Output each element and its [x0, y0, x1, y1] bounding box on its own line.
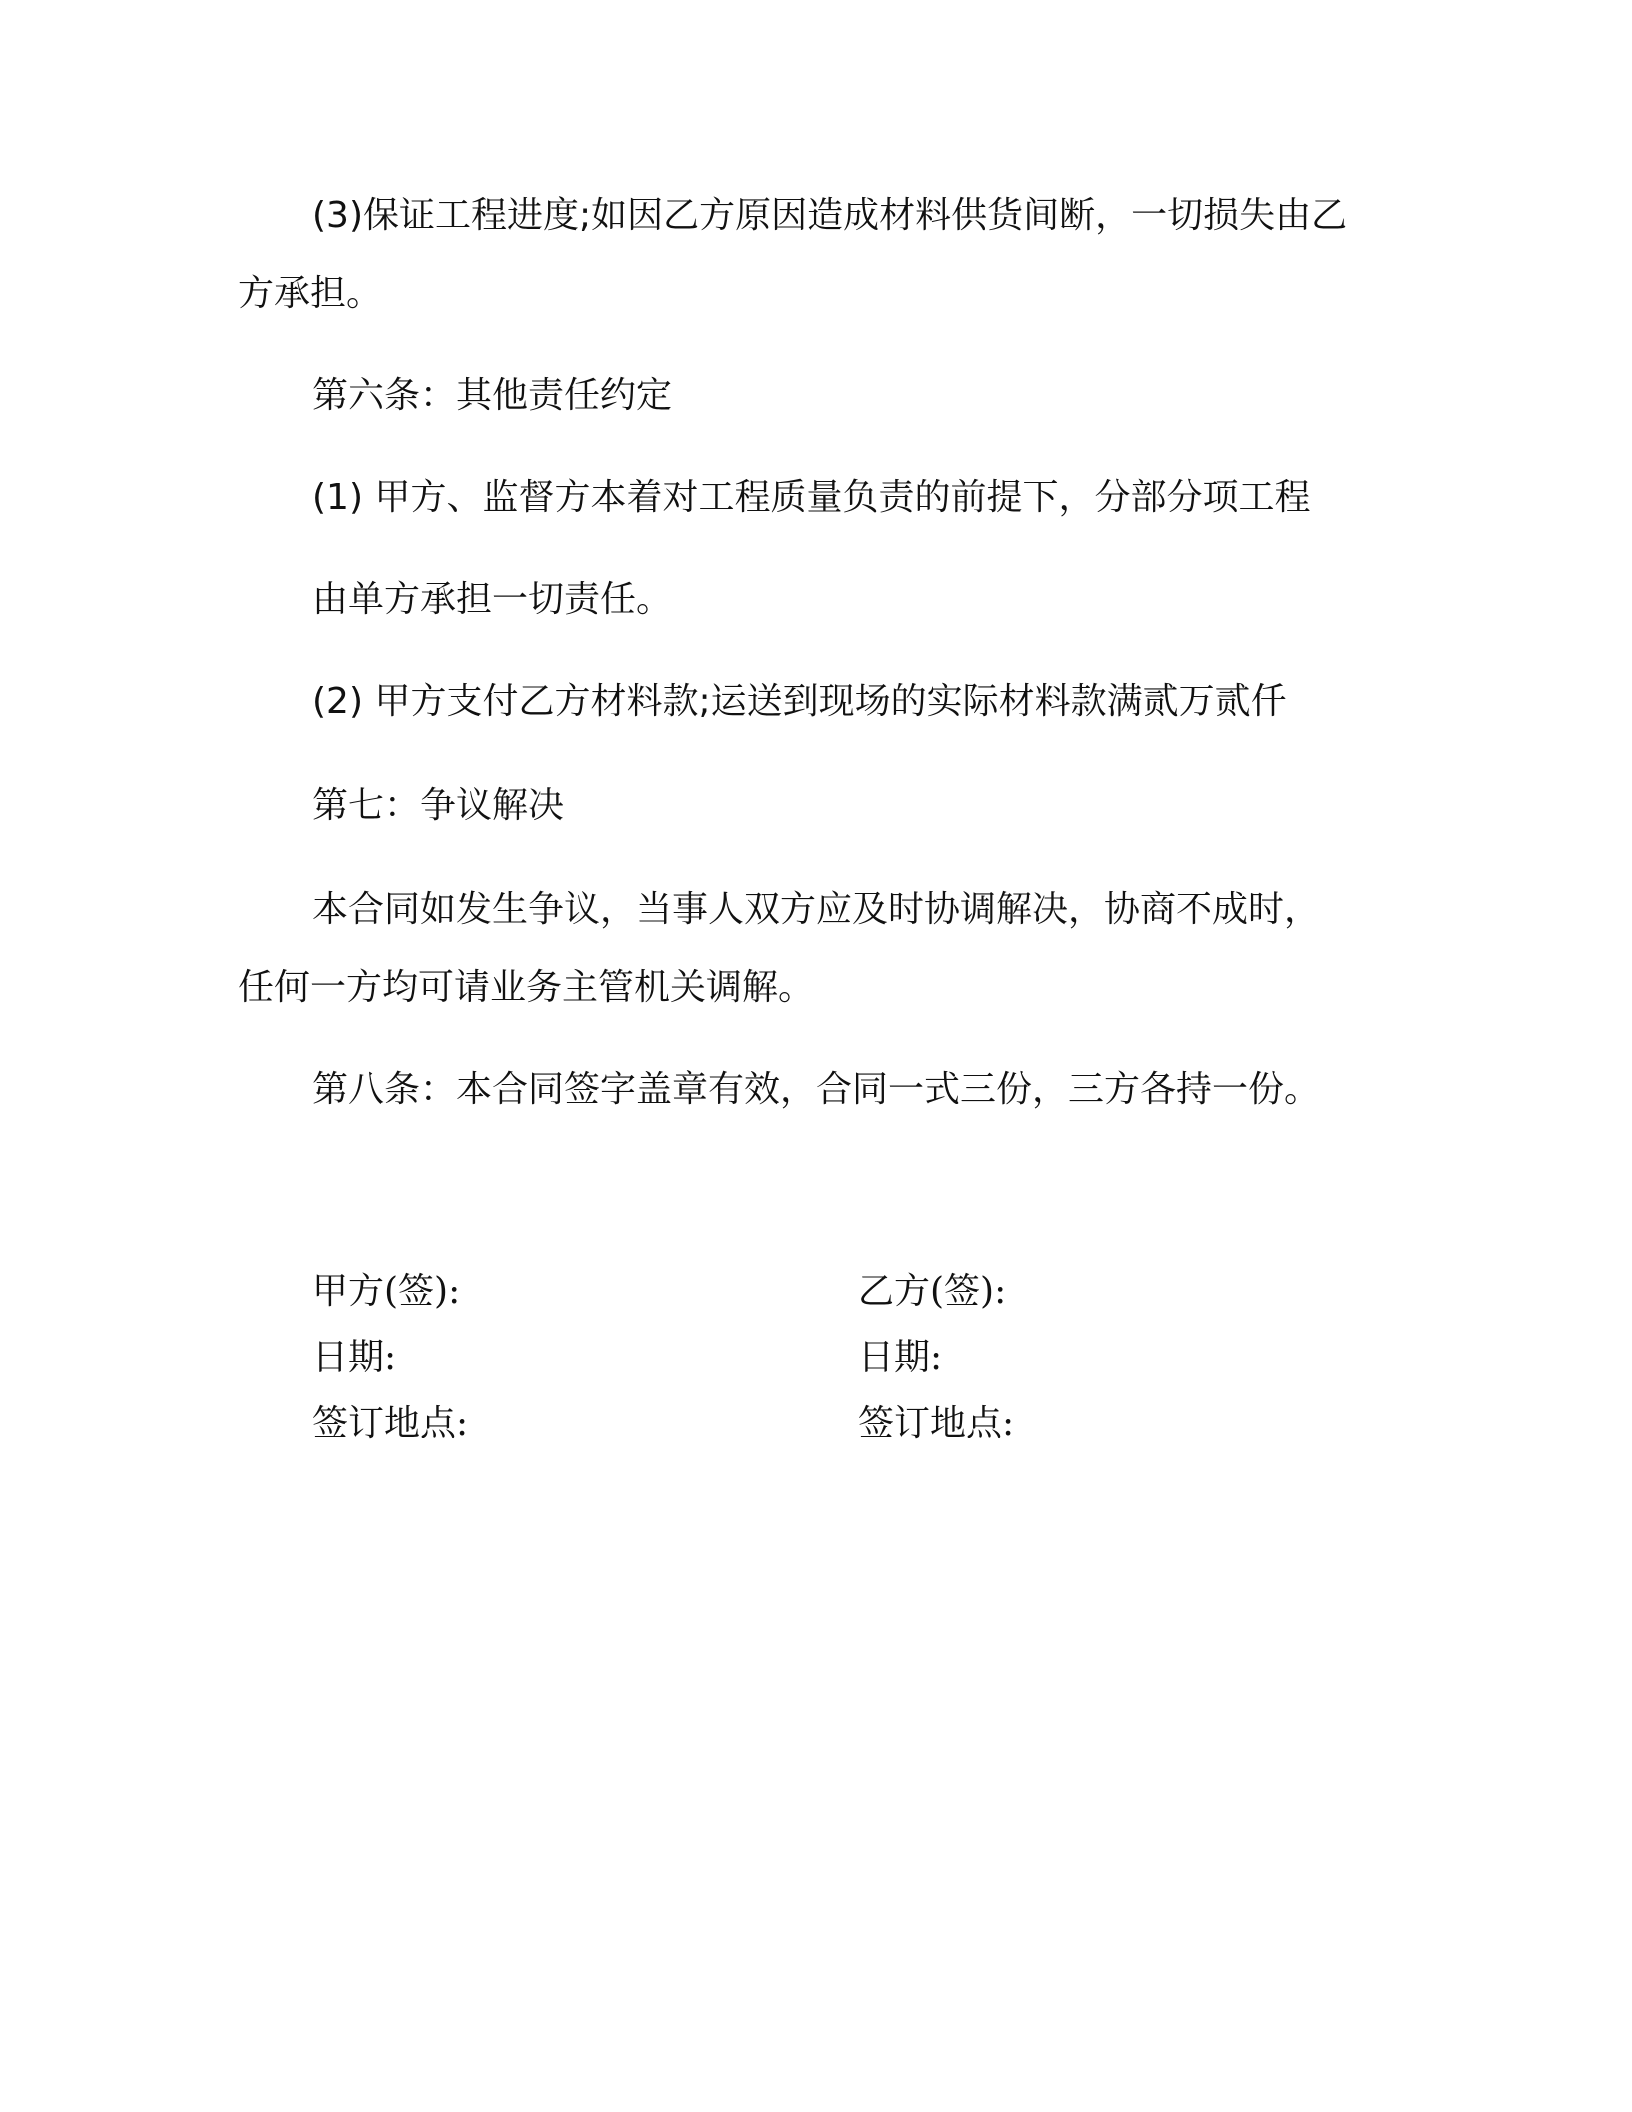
party-a-signature-label: 甲方(签): [312, 1271, 461, 1312]
clause-item-3-line-2: 方承担。 [238, 273, 383, 314]
clause-item-3-line-1: (3)保证工程进度;如因乙方原因造成材料供货间断，一切损失由乙 [312, 195, 1348, 236]
article-6-heading: 第六条：其他责任约定 [312, 375, 673, 416]
party-b-place-label: 签订地点: [858, 1403, 1015, 1444]
article-6-item-1-line-2: 由单方承担一切责任。 [312, 579, 673, 620]
party-a-place-label: 签订地点: [312, 1403, 469, 1444]
party-b-date-label: 日期: [858, 1337, 943, 1378]
article-8-text: 第八条：本合同签字盖章有效，合同一式三份，三方各持一份。 [312, 1069, 1321, 1110]
article-7-body-line-2: 任何一方均可请业务主管机关调解。 [238, 967, 815, 1008]
article-6-item-1-line-1: (1) 甲方、监督方本着对工程质量负责的前提下，分部分项工程 [312, 477, 1311, 518]
article-7-heading: 第七：争议解决 [312, 785, 565, 826]
article-7-body-line-1: 本合同如发生争议，当事人双方应及时协调解决，协商不成时， [312, 889, 1321, 930]
party-b-signature-label: 乙方(签): [858, 1271, 1007, 1312]
party-a-date-label: 日期: [312, 1337, 397, 1378]
article-6-item-2: (2) 甲方支付乙方材料款;运送到现场的实际材料款满贰万贰仟 [312, 681, 1287, 722]
